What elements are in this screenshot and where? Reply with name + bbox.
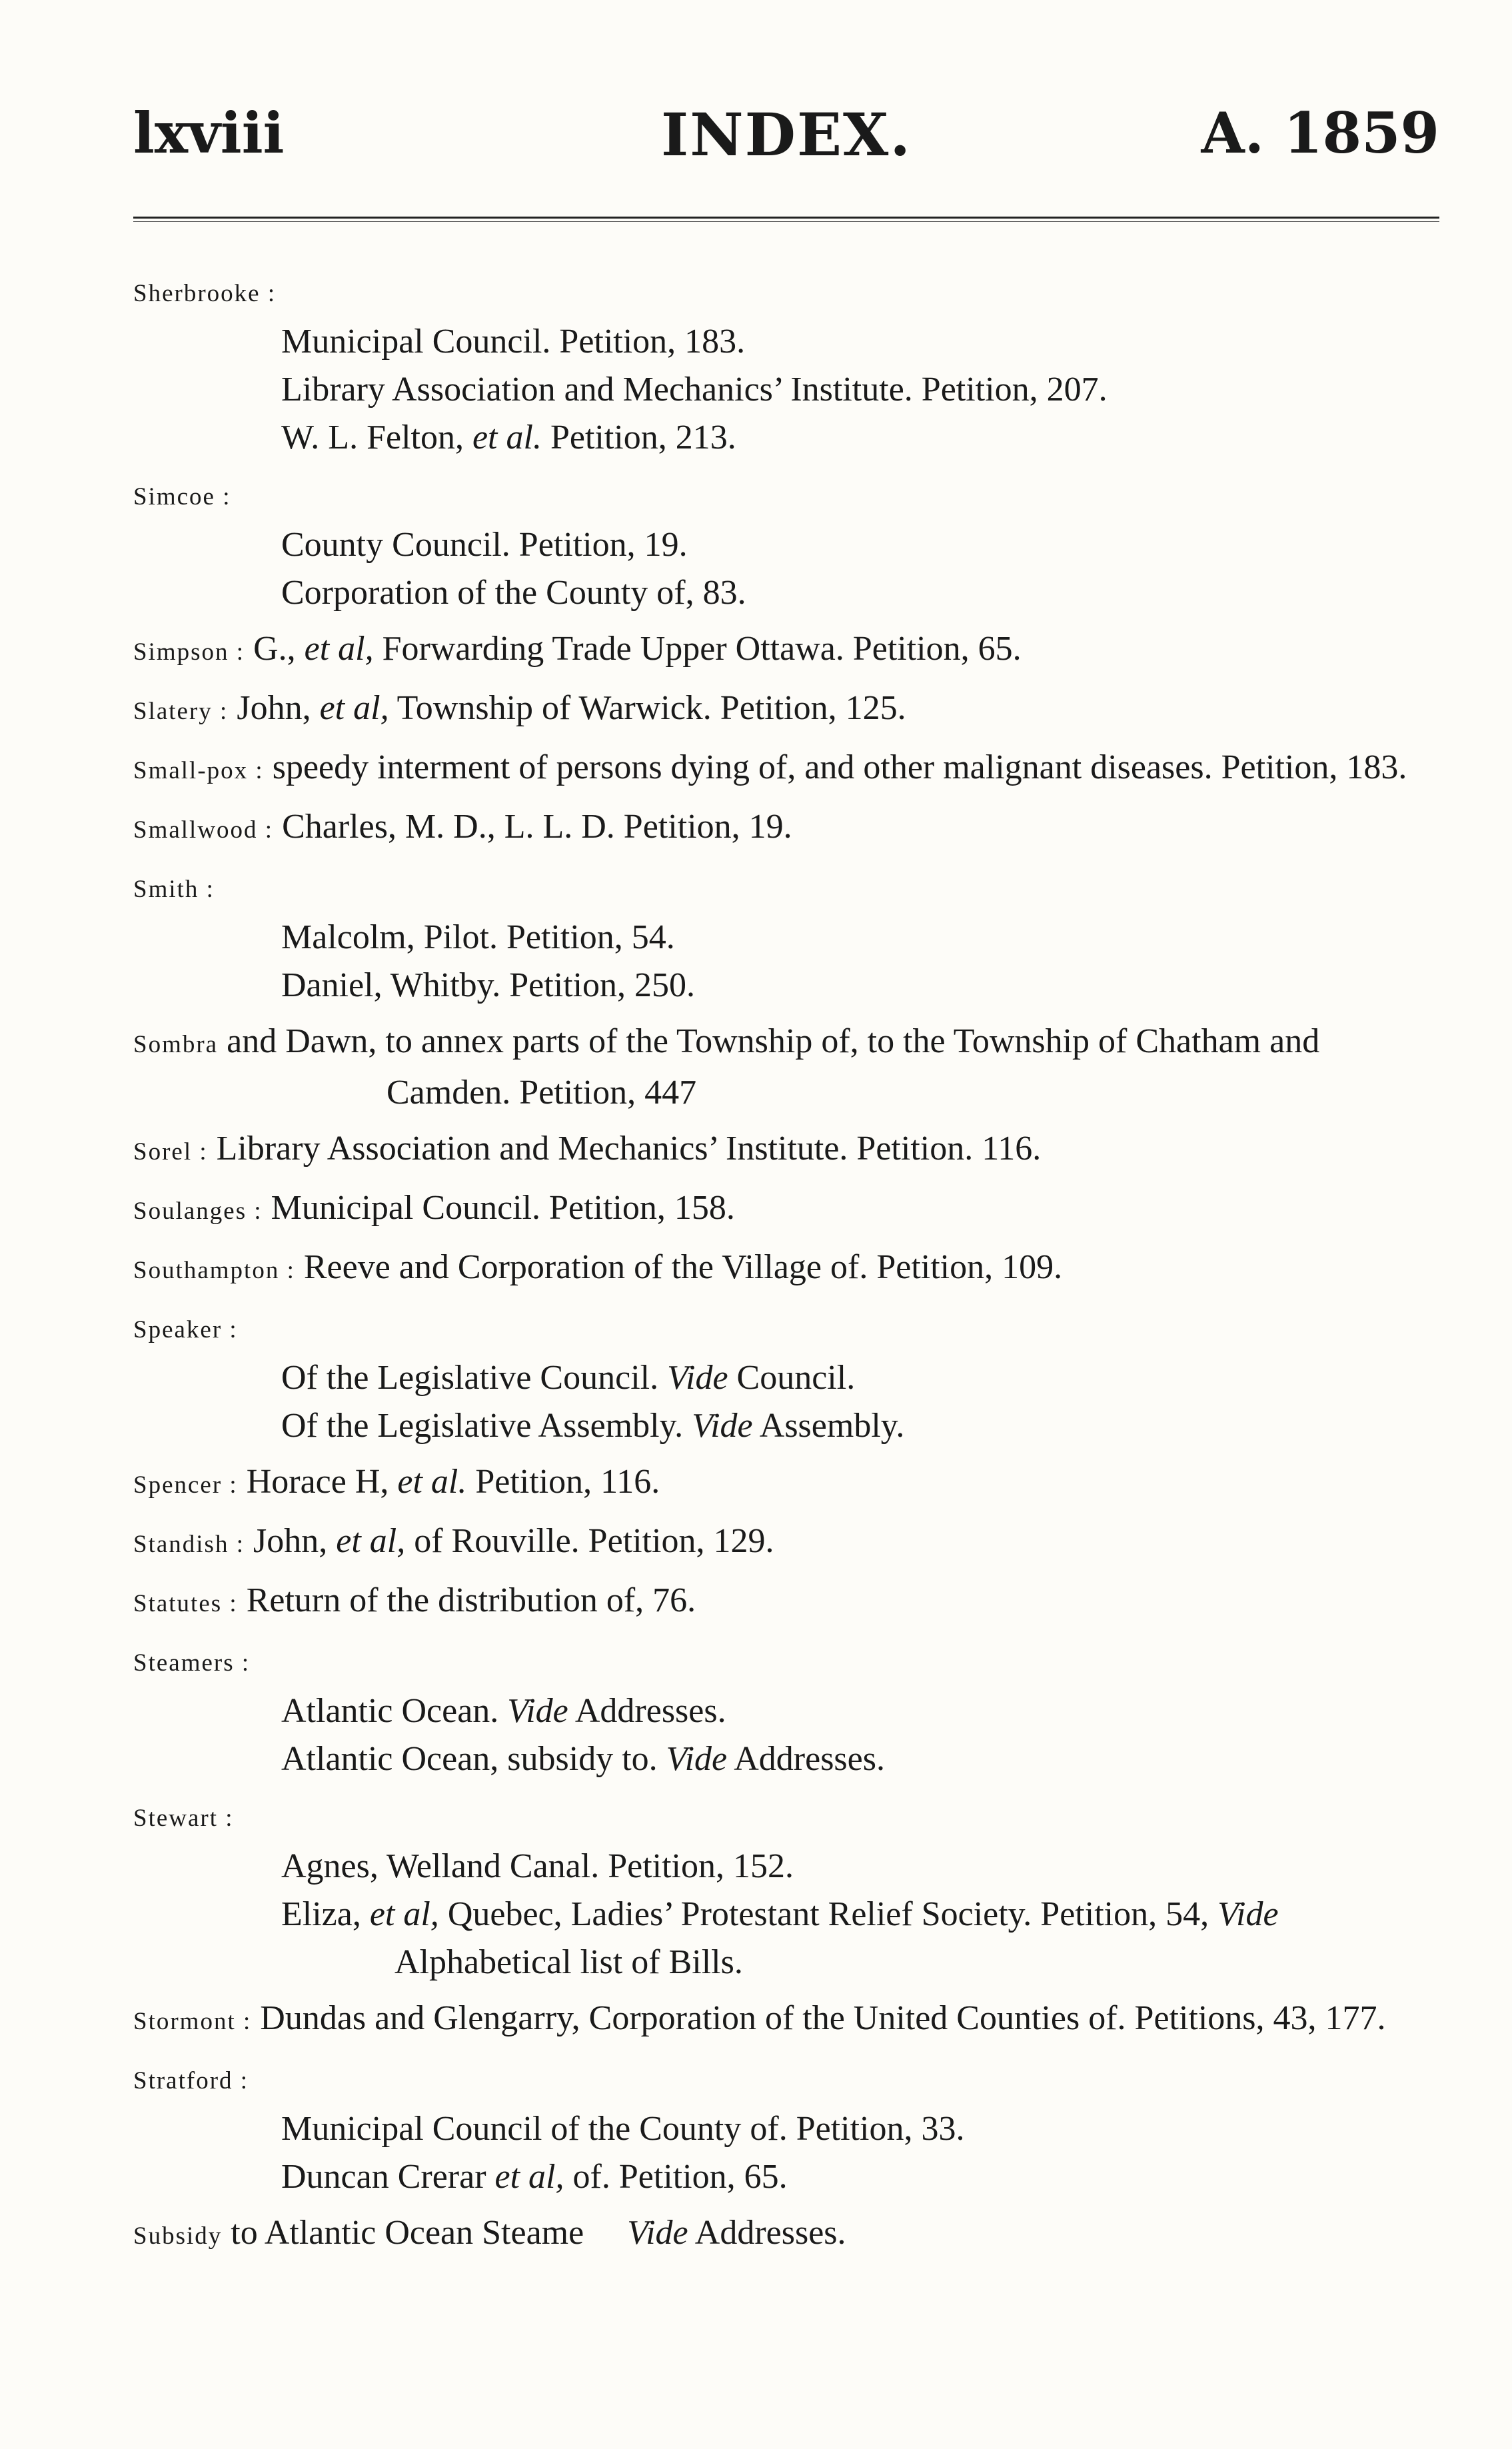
entry-smallwood xyxy=(133,803,1439,854)
entry-head: Simpson : xyxy=(133,638,245,666)
entry-steamers xyxy=(133,1636,1439,1783)
entry-sombra xyxy=(133,1018,1439,1117)
entry-stratford xyxy=(133,2054,1439,2201)
entry-text: Library Association and Mechanics’ Institute. Petition. 116. xyxy=(216,1130,1042,1168)
sub-entry: Atlantic Ocean, subsidy to. Vide Addresses. xyxy=(281,1740,885,1778)
entry-text: Dundas and Glengarry, Corporation of the United Counties of. Petitions, 43, 177. xyxy=(260,1999,1386,2037)
sub-entry: County Council. Petition, 19. xyxy=(281,526,688,564)
entry-text: and Dawn, to annex parts of the Township of, to the Township of Chatham and Camden. Petition, 447 xyxy=(227,1022,1320,1112)
entry-spencer: Spencer : Horace H, et al. Petition, 116. xyxy=(133,1463,660,1501)
entry-head: Smallwood : xyxy=(133,816,274,844)
entry-text: Reeve and Corporation of the Village of. Petition, 109. xyxy=(303,1248,1063,1286)
sub-entry: Corporation of the County of, 83. xyxy=(281,574,746,612)
entry-small-pox xyxy=(133,744,1439,795)
sub-entry: Malcolm, Pilot. Petition, 54. xyxy=(281,918,675,956)
entry-head: Slatery : xyxy=(133,698,229,725)
entry-smith xyxy=(133,862,1439,1010)
entry-head: Stormont : xyxy=(133,2008,252,2035)
sub-entry: Library Association and Mechanics’ Institute. Petition, 207. xyxy=(281,371,1108,408)
sub-entry: Daniel, Whitby. Petition, 250. xyxy=(281,966,696,1004)
sub-entry: Eliza, et al, Quebec, Ladies’ Protestant Relief Society. Petition, 54, Vide Alphabetical list of Bills. xyxy=(281,1895,1279,1981)
entry-text: speedy interment of persons dying of, and other malignant diseases. Petition, 183. xyxy=(272,748,1407,786)
entry-text: Municipal Council. Petition, 158. xyxy=(271,1189,735,1227)
entry-head: Southampton : xyxy=(133,1257,295,1284)
entry-head: Standish : xyxy=(133,1531,245,1558)
entry-head: Steamers : xyxy=(133,1649,251,1677)
entry-head: Soulanges : xyxy=(133,1198,263,1225)
page-title: INDEX. xyxy=(661,100,912,169)
entry-text: Return of the distribution of, 76. xyxy=(246,1581,696,1619)
header-rule xyxy=(133,217,1439,222)
entry-head: Stratford : xyxy=(133,2067,249,2094)
entry-speaker xyxy=(133,1303,1439,1450)
entry-statutes xyxy=(133,1577,1439,1628)
entry-head: Simcoe : xyxy=(133,483,231,510)
entry-head: Sherbrooke : xyxy=(133,280,277,307)
entry-sorel xyxy=(133,1125,1439,1176)
entry-standish: Standish : John, et al, of Rouville. Petition, 129. xyxy=(133,1522,774,1560)
entry-slatery: Slatery : John, et al, Township of Warwick. Petition, 125. xyxy=(133,689,906,727)
entry-head: Small-pox : xyxy=(133,757,264,784)
entry-subsidy: Subsidy to Atlantic Ocean Steame Vide Addresses. xyxy=(133,2214,846,2252)
entry-head: Speaker : xyxy=(133,1316,238,1343)
index-body xyxy=(133,267,1439,2268)
sub-entry: Of the Legislative Assembly. Vide Assembly. xyxy=(281,1407,905,1445)
entry-head: Subsidy xyxy=(133,2222,223,2250)
sub-entry: Of the Legislative Council. Vide Council. xyxy=(281,1359,856,1397)
page-number: lxviii xyxy=(133,100,285,166)
entry-stewart xyxy=(133,1791,1439,1987)
sub-entry: Agnes, Welland Canal. Petition, 152. xyxy=(281,1847,794,1885)
entry-southampton xyxy=(133,1243,1439,1295)
entry-text: Charles, M. D., L. L. D. Petition, 19. xyxy=(282,808,792,846)
sub-entry: W. L. Felton, et al. Petition, 213. xyxy=(281,418,736,456)
sub-entry: Municipal Council. Petition, 183. xyxy=(281,323,746,361)
entry-head: Sorel : xyxy=(133,1138,208,1166)
sub-entry: Atlantic Ocean. Vide Addresses. xyxy=(281,1692,726,1730)
entry-head: Stewart : xyxy=(133,1805,234,1832)
entry-soulanges xyxy=(133,1184,1439,1235)
entry-simcoe xyxy=(133,470,1439,617)
entry-stormont xyxy=(133,1995,1439,2046)
entry-simpson: Simpson : G., et al, Forwarding Trade Upper Ottawa. Petition, 65. xyxy=(133,630,1022,668)
sub-entry: Municipal Council of the County of. Petition, 33. xyxy=(281,2110,965,2148)
entry-head: Spencer : xyxy=(133,1471,238,1499)
page-header xyxy=(133,100,1439,180)
entry-head: Sombra xyxy=(133,1031,219,1058)
entry-head: Statutes : xyxy=(133,1590,238,1617)
entry-head: Smith : xyxy=(133,876,215,903)
sub-entry: Duncan Crerar et al, of. Petition, 65. xyxy=(281,2158,788,2196)
session-year: A. 1859 xyxy=(1201,100,1439,166)
entry-sherbrooke xyxy=(133,267,1439,462)
